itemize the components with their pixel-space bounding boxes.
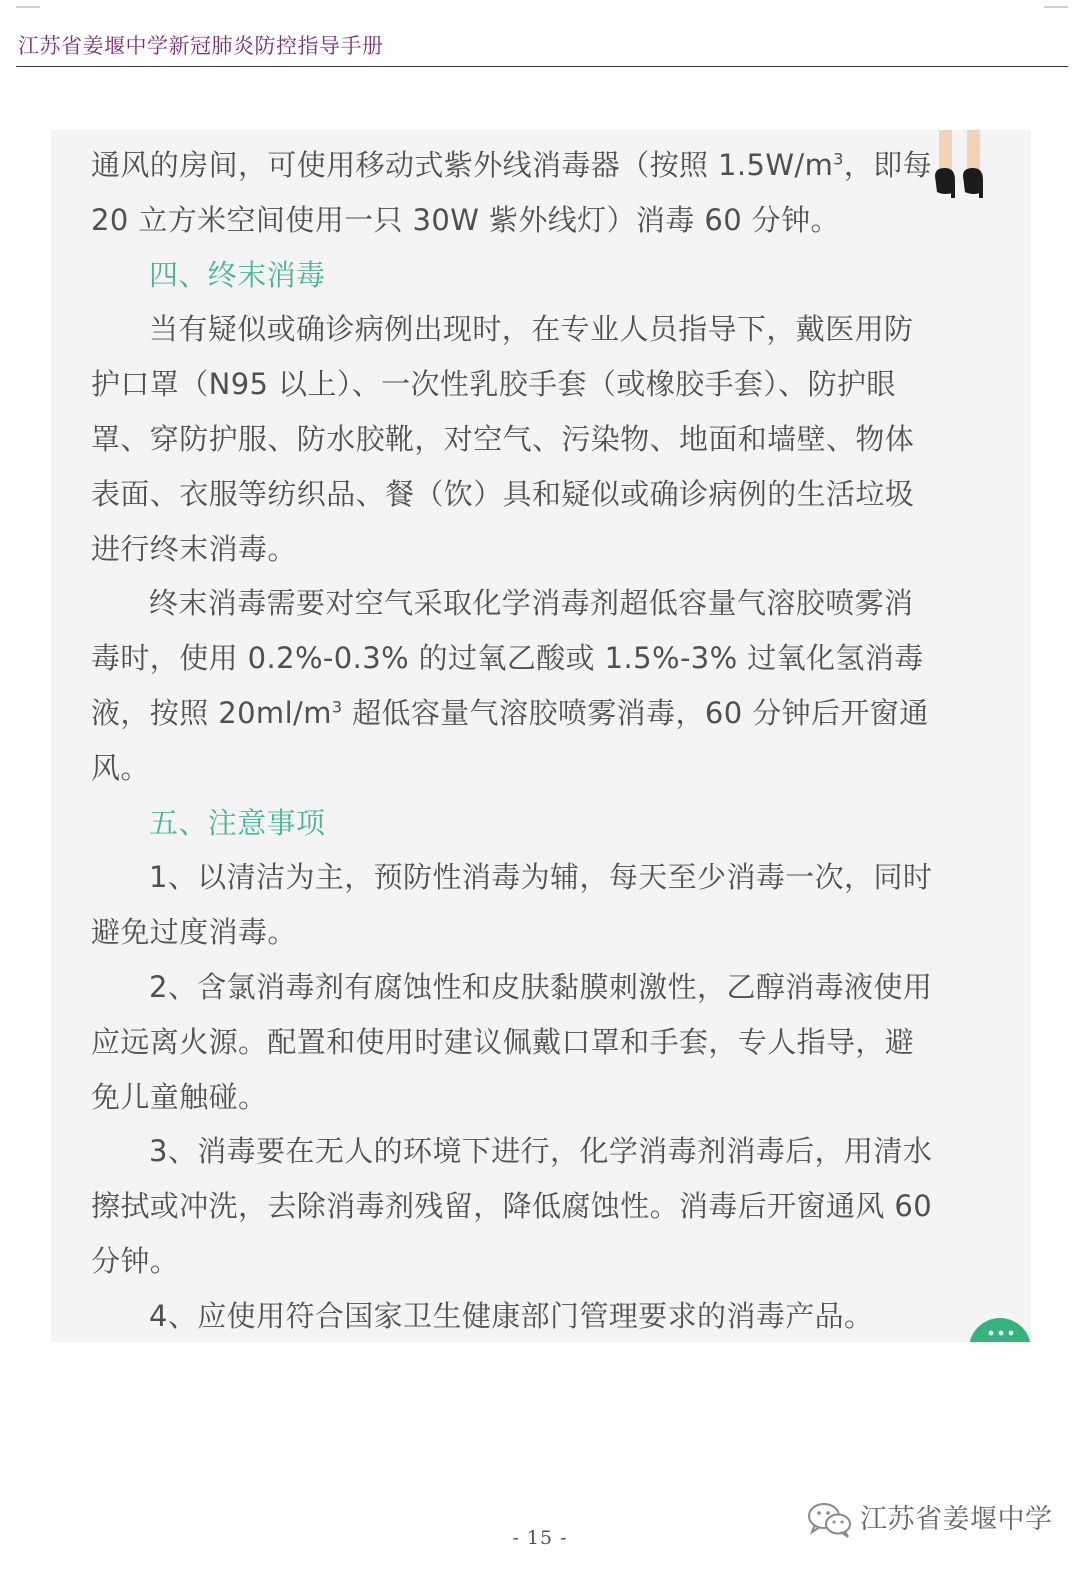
precaution-item-3: 3、消毒要在无人的环境下进行，化学消毒剂消毒后，用清水擦拭或冲洗，去除消毒剂残留，降低腐蚀性。消毒后开窗通风 60 分钟。 [91,1134,933,1278]
page-number: - 15 - [512,1527,568,1549]
paragraph-terminal-text-2: 超低容量气溶胶喷雾消毒，60 分钟后开窗通风。 [91,695,929,785]
section-heading-precautions: 五、注意事项 [149,805,326,840]
watermark [806,1498,1053,1542]
paragraph-terminal-disinfection-2 [91,576,939,795]
paragraph-uv-disinfection [91,138,939,248]
wechat-icon [806,1500,854,1540]
precaution-item-1: 1、以清洁为主，预防性消毒为辅，每天至少消毒一次，同时避免过度消毒。 [91,860,933,950]
section-heading-terminal-disinfection: 四、终末消毒 [149,257,326,292]
paragraph-terminal-text-1: 终末消毒需要对空气采取化学消毒剂超低容量气溶胶喷雾消毒时，使用 0.2%-0.3% 的过氧乙酸或 1.5%-3% 过氧化氢消毒液，按照 20ml/m [91,586,924,730]
paragraph-terminal-disinfection-1: 当有疑似或确诊病例出现时，在专业人员指导下，戴医用防护口罩（N95 以上）、一次性乳胶手套（或橡胶手套）、防护眼罩、穿防护服、防水胶靴，对空气、污染物、地面和墙壁、物体表面、衣服等纺织品、餐（饮）具和疑似或确诊病例的生活垃圾进行终末消毒。 [91,312,915,566]
crop-mark-left [16,6,40,8]
precaution-item-4: 4、应使用符合国家卫生健康部门管理要求的消毒产品。 [149,1298,874,1333]
crop-mark-right [1044,6,1068,8]
green-badge-icon [969,1318,1031,1342]
paragraph-uv-text-1: 通风的房间，可使用移动式紫外线消毒器（按照 1.5W/m [91,148,834,182]
page-header [16,28,1068,67]
watermark-text: 江苏省姜堰中学 [860,1504,1053,1535]
legs-illustration-icon [931,130,995,202]
superscript-cubic: 3 [331,697,343,717]
content-card [51,130,1031,1342]
dots-icon [987,1330,1015,1336]
precaution-item-2: 2、含氯消毒剂有腐蚀性和皮肤黏膜刺激性，乙醇消毒液使用应远离火源。配置和使用时建议佩戴口罩和手套，专人指导，避免儿童触碰。 [91,969,933,1114]
superscript-cubic: 3 [833,149,844,169]
paragraph-uv-text-2: ，即每 20 立方米空间使用一只 30W 紫外线灯）消毒 60 分钟。 [91,148,933,237]
header-title: 江苏省姜堰中学新冠肺炎防控指导手册 [18,34,384,58]
body-text [91,138,939,1342]
